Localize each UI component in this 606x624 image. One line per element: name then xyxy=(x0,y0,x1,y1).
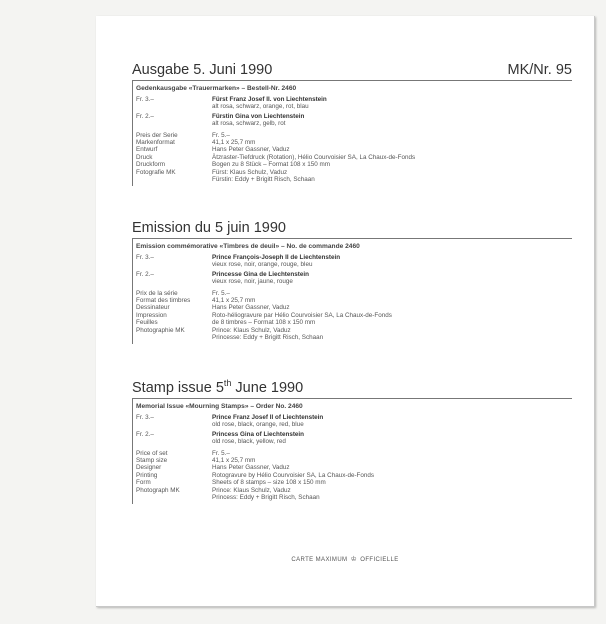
detail-label: Prix de la série xyxy=(136,289,178,297)
detail-row xyxy=(136,472,572,479)
stamp-value: Fr. 2.– xyxy=(136,430,154,438)
detail-row xyxy=(136,457,572,464)
detail-row xyxy=(136,132,572,139)
stamp-row xyxy=(136,96,572,103)
stamp-name: Prince Franz Josef II of Liechtenstein xyxy=(212,414,324,421)
footer-left-text: CARTE MAXIMUM xyxy=(291,557,348,563)
issue-subheading: Gedenkausgabe «Trauermarken» – Bestell-Nr. 2460 xyxy=(136,85,297,92)
detail-value: Princesse: Eddy + Brigitt Risch, Schaan xyxy=(212,334,324,342)
detail-row xyxy=(136,334,572,341)
stamp-row xyxy=(136,414,572,421)
stamp-colors-row xyxy=(136,421,572,428)
detail-label: Markenformat xyxy=(136,139,175,147)
stamp-colors: old rose, black, yellow, red xyxy=(212,438,286,446)
detail-row xyxy=(136,146,572,153)
stamp-row xyxy=(136,113,572,120)
detail-row xyxy=(136,139,572,146)
detail-value: 41,1 x 25,7 mm xyxy=(212,457,256,465)
stamp-name: Prince François-Joseph II de Liechtenstein xyxy=(212,254,341,261)
stamp-name: Princesse Gina de Liechtenstein xyxy=(212,270,309,278)
stamp-value: Fr. 3.– xyxy=(136,254,154,261)
detail-value: Prince: Klaus Schulz, Vaduz xyxy=(212,486,291,494)
detail-value: Ätzraster-Tiefdruck (Rotation), Hélio Courvoisier SA, La Chaux-de-Fonds xyxy=(212,153,416,161)
stamp-colors-row xyxy=(136,438,572,445)
stamp-name: Fürst Franz Josef II. von Liechtenstein xyxy=(212,96,327,103)
crown-emblem-icon: ♔ xyxy=(350,556,358,563)
section-body xyxy=(132,239,572,344)
detail-value: Hans Peter Gassner, Vaduz xyxy=(212,464,290,472)
detail-label: Entwurf xyxy=(136,146,158,154)
detail-row xyxy=(136,161,572,168)
detail-label: Photograph MK xyxy=(136,486,180,494)
detail-value: 41,1 x 25,7 mm xyxy=(212,297,256,305)
detail-value: Fr. 5.– xyxy=(212,131,230,139)
detail-row xyxy=(136,479,572,486)
stamp-value: Fr. 3.– xyxy=(136,96,154,103)
detail-label: Designer xyxy=(136,464,162,472)
section-title: Stamp issue 5th June 1990 xyxy=(132,378,304,396)
detail-label xyxy=(136,176,212,183)
detail-label: Stamp size xyxy=(136,457,168,465)
card-footer xyxy=(96,555,594,563)
stamp-colors-row xyxy=(136,103,572,110)
detail-row xyxy=(136,319,572,326)
detail-row xyxy=(136,154,572,161)
detail-row xyxy=(136,494,572,501)
stamp-name: Princess Gina of Liechtenstein xyxy=(212,430,305,438)
section-english xyxy=(132,372,572,504)
issue-subheading: Memorial Issue «Mourning Stamps» – Order No. 2460 xyxy=(136,403,303,410)
stamp-colors: alt rosa, schwarz, orange, rot, blau xyxy=(212,103,309,111)
detail-row xyxy=(136,464,572,471)
detail-value: Fr. 5.– xyxy=(212,289,230,297)
detail-row xyxy=(136,304,572,311)
detail-row xyxy=(136,327,572,334)
detail-label: Photographie MK xyxy=(136,326,185,334)
stamp-value: Fr. 2.– xyxy=(136,270,154,278)
detail-value: Fürstin: Eddy + Brigitt Risch, Schaan xyxy=(212,176,315,184)
stamp-colors: old rose, black, orange, red, blue xyxy=(212,421,304,429)
detail-label: Dessinateur xyxy=(136,304,170,312)
stamp-row xyxy=(136,431,572,438)
section-header xyxy=(132,372,572,399)
detail-label: Impression xyxy=(136,311,167,319)
detail-value: Hans Peter Gassner, Vaduz xyxy=(212,304,290,312)
detail-label: Format des timbres xyxy=(136,297,191,305)
detail-row xyxy=(136,297,572,304)
detail-label: Price of set xyxy=(136,449,168,457)
section-title: Emission du 5 juin 1990 xyxy=(132,220,286,236)
stamp-row xyxy=(136,254,572,261)
detail-value: Rotogravure by Hélio Courvoisier SA, La Chaux-de-Fonds xyxy=(212,471,375,479)
section-title: Ausgabe 5. Juni 1990 xyxy=(132,62,273,78)
detail-label: Fotografie MK xyxy=(136,168,176,176)
stamp-name: Fürstin Gina von Liechtenstein xyxy=(212,112,305,120)
detail-value: Bogen zu 8 Stück – Format 108 x 150 mm xyxy=(212,161,330,169)
detail-label: Druckform xyxy=(136,161,166,169)
detail-row xyxy=(136,176,572,183)
stamp-colors-row xyxy=(136,120,572,127)
card-number: MK/Nr. 95 xyxy=(507,62,572,78)
detail-value: 41,1 x 25,7 mm xyxy=(212,139,256,147)
detail-row xyxy=(136,290,572,297)
detail-label xyxy=(136,334,212,341)
detail-value: Fr. 5.– xyxy=(212,449,230,457)
section-german xyxy=(132,54,572,186)
detail-label: Druck xyxy=(136,153,153,161)
issue-subheading: Emission commémorative «Timbres de deuil» – No. de commande 2460 xyxy=(136,243,360,250)
detail-value: Princess: Eddy + Brigitt Risch, Schaan xyxy=(212,494,320,502)
footer-right-text: OFFICIELLE xyxy=(360,557,399,563)
detail-label: Feuilles xyxy=(136,319,158,327)
detail-row xyxy=(136,487,572,494)
detail-label: Printing xyxy=(136,471,158,479)
detail-value: Hans Peter Gassner, Vaduz xyxy=(212,146,290,154)
detail-row xyxy=(136,169,572,176)
stamp-colors: vieux rose, noir, jaune, rouge xyxy=(212,278,293,286)
detail-value: Prince: Klaus Schulz, Vaduz xyxy=(212,326,291,334)
stamp-colors: alt rosa, schwarz, gelb, rot xyxy=(212,120,286,128)
detail-value: Fürst: Klaus Schulz, Vaduz xyxy=(212,168,288,176)
stamp-row xyxy=(136,271,572,278)
stamp-value: Fr. 2.– xyxy=(136,112,154,120)
stamp-colors-row xyxy=(136,261,572,268)
detail-row xyxy=(136,450,572,457)
maximum-card xyxy=(96,16,595,607)
detail-row xyxy=(136,312,572,319)
stamp-value: Fr. 3.– xyxy=(136,414,154,421)
detail-value: Sheets of 8 stamps – size 108 x 150 mm xyxy=(212,479,326,487)
detail-value: de 8 timbres – Format 108 x 150 mm xyxy=(212,319,316,327)
stamp-colors: vieux rose, noir, orange, rouge, bleu xyxy=(212,261,313,269)
section-body xyxy=(132,399,572,504)
stamp-colors-row xyxy=(136,278,572,285)
section-header xyxy=(132,54,572,81)
section-header xyxy=(132,212,572,239)
section-body xyxy=(132,81,572,186)
detail-value: Roto-héliogravure par Hélio Courvoisier SA, La Chaux-de-Fonds xyxy=(212,311,392,319)
detail-label xyxy=(136,494,212,501)
section-french xyxy=(132,212,572,344)
detail-label: Preis der Serie xyxy=(136,131,178,139)
detail-label: Form xyxy=(136,479,151,487)
